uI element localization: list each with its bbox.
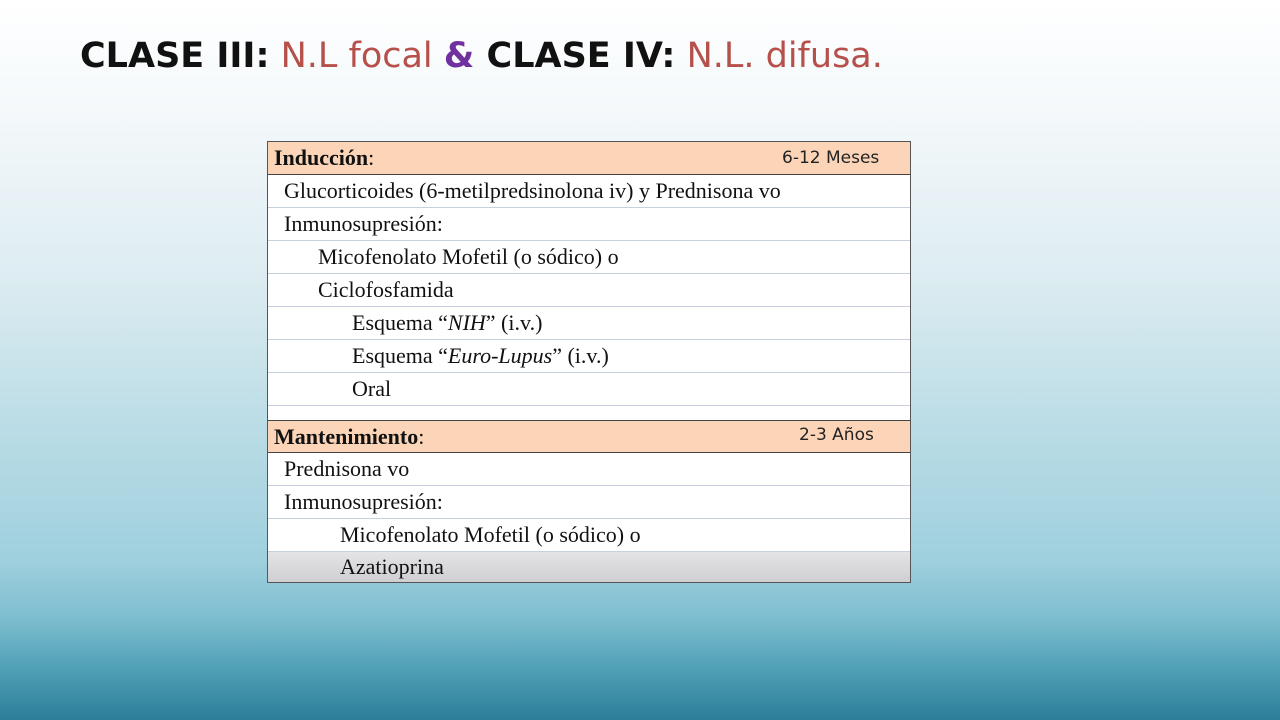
table-row: Inmunosupresión:: [268, 208, 910, 241]
title-class4-label: CLASE IV:: [474, 36, 676, 76]
table-row: Glucorticoides (6-metilpredsinolona iv) y Prednisona vo: [268, 175, 910, 208]
spacer-row: [268, 406, 910, 420]
title-class4-value: N.L. difusa.: [675, 36, 883, 76]
title-ampersand: &: [443, 36, 475, 76]
mantenimiento-header-label: Mantenimiento:: [274, 423, 425, 449]
title-class3-label: CLASE III:: [80, 36, 270, 76]
table-row: Micofenolato Mofetil (o sódico) o: [268, 519, 910, 552]
table-row: Prednisona vo: [268, 453, 910, 486]
title-class3-value: N.L focal: [269, 36, 444, 76]
slide-title: [80, 36, 883, 76]
table-row-esquema-euro-lupus: Esquema “ Euro-Lupus ” (i.v.): [268, 340, 910, 373]
table-row: Inmunosupresión:: [268, 486, 910, 519]
induccion-header-row: [268, 142, 910, 175]
mantenimiento-header-row: [268, 420, 910, 453]
table-row: Oral: [268, 373, 910, 406]
table-row: Micofenolato Mofetil (o sódico) o: [268, 241, 910, 274]
induccion-header-label: Inducción:: [274, 145, 375, 170]
treatment-table: [267, 141, 911, 583]
induccion-duration: 6-12 Meses: [782, 148, 880, 168]
table-row: Ciclofosfamida: [268, 274, 910, 307]
table-row: Azatioprina: [268, 552, 910, 582]
mantenimiento-duration: 2-3 Años: [799, 425, 874, 445]
table-row-esquema-nih: Esquema “ NIH ” (i.v.): [268, 307, 910, 340]
